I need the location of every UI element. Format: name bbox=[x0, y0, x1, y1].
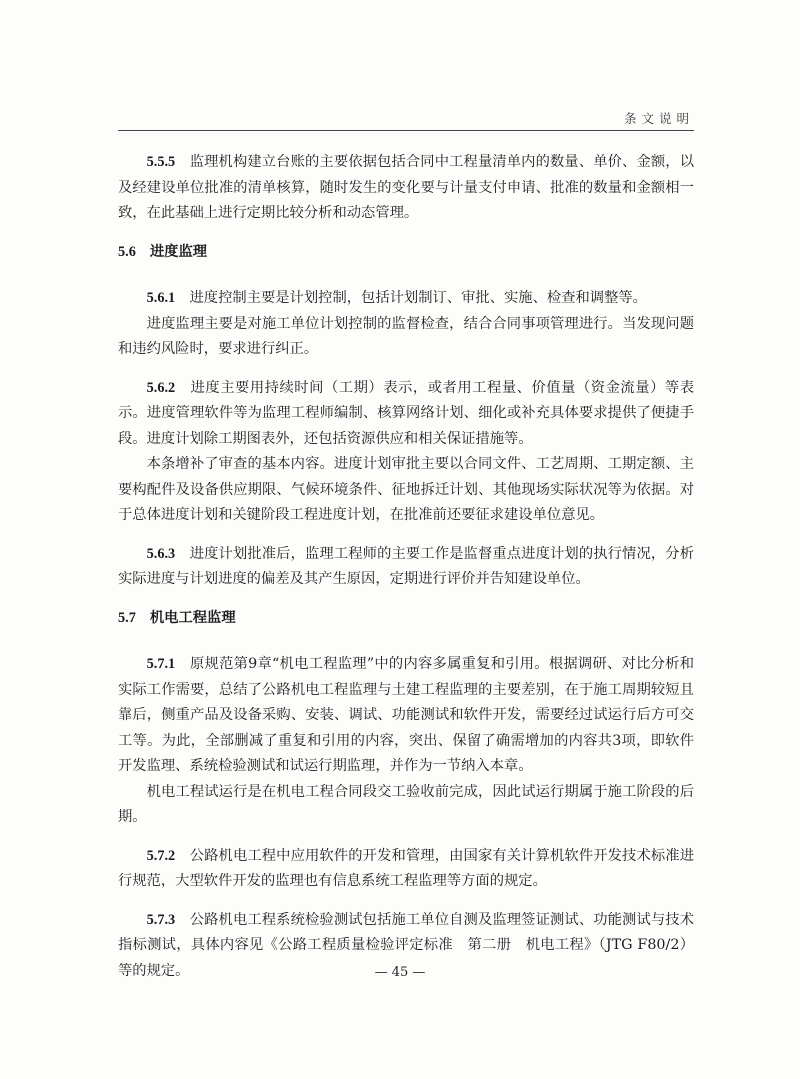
page-body bbox=[118, 150, 694, 997]
clause-number: 5.6.3 bbox=[146, 545, 176, 562]
section-title: 进度监理 bbox=[149, 243, 208, 260]
running-header bbox=[118, 103, 694, 131]
clause-number: 5.5.5 bbox=[146, 154, 176, 170]
clause-number: 5.7.3 bbox=[146, 911, 176, 928]
clause-paragraph bbox=[118, 652, 694, 780]
running-header-title: 条文说明 bbox=[623, 111, 694, 126]
clause-paragraph: 本条增补了审查的基本内容。进度计划审批主要以合同文件、工艺周期、工期定额、主要构配件及设备供应期限、气候环境条件、征地拆迁计划、其他现场实际状况等为依据。对于总体进度计划和关键阶段工程进度计划，在批准前还要征求建设单位意见。 bbox=[118, 456, 694, 523]
section-number: 5.6 bbox=[118, 243, 136, 260]
clause-5-7-1 bbox=[118, 652, 694, 831]
clause-paragraph bbox=[118, 542, 694, 593]
clause-paragraph: 机电工程试运行是在机电工程合同段交工验收前完成，因此试运行期属于施工阶段的后期。 bbox=[118, 783, 694, 825]
clause-text: 进度主要用持续时间（工期）表示，或者用工程量、价值量（资金流量）等表示。进度管理软件等为监理工程师编制、核算网络计划、细化或补充具体要求提供了便捷手段。进度计划除工期图表外，还包括资源供应和相关保证措施等。 bbox=[118, 379, 695, 447]
clause-number: 5.6.1 bbox=[146, 290, 176, 306]
clause-5-6-2 bbox=[118, 376, 694, 529]
clause-5-7-2 bbox=[118, 844, 694, 895]
clause-number: 5.7.2 bbox=[146, 847, 176, 864]
clause-5-5-5 bbox=[118, 150, 694, 227]
clause-text: 进度控制主要是计划控制，包括计划制订、审批、实施、检查和调整等。 bbox=[189, 290, 647, 306]
clause-text: 公路机电工程系统检验测试包括施工单位自测及监理签证测试、功能测试与技术指标测试，具体内容见《公路工程质量检验评定标准 第二册 机电工程》（JTG F80/2）等的规定。 bbox=[118, 911, 695, 979]
clause-paragraph bbox=[118, 376, 694, 453]
section-heading-5-7 bbox=[118, 606, 694, 632]
clause-paragraph bbox=[118, 286, 694, 312]
clause-paragraph bbox=[118, 844, 694, 895]
clause-number: 5.6.2 bbox=[146, 379, 176, 396]
clause-text: 公路机电工程中应用软件的开发和管理，由国家有关计算机软件开发技术标准进行规范，大型软件开发的监理也有信息系统工程监理等方面的规定。 bbox=[118, 847, 695, 889]
clause-text: 监理机构建立台账的主要依据包括合同中工程量清单内的数量、单价、金额，以及经建设单位批准的清单核算，随时发生的变化要与计量支付申请、批准的数量和金额相一致，在此基础上进行定期比较分析和动态管理。 bbox=[118, 154, 695, 221]
section-number: 5.7 bbox=[118, 609, 136, 626]
clause-5-6-1 bbox=[118, 286, 694, 363]
section-heading-5-6 bbox=[118, 240, 694, 266]
clause-text: 原规范第9章“机电工程监理”中的内容多属重复和引用。根据调研、对比分析和实际工作需要，总结了公路机电工程监理与土建工程监理的主要差别，在于施工周期较短且靠后，侧重产品及设备采购、安装、调试、功能测试和软件开发，需要经过试运行后方可交工等。为此，全部删减了重复和引用的内容，突出、保留了确需增加的内容共3项，即软件开发监理、系统检验测试和试运行期监理，并作为一节纳入本章。 bbox=[118, 656, 695, 774]
section-title: 机电工程监理 bbox=[149, 609, 236, 626]
clause-5-6-3 bbox=[118, 542, 694, 593]
clause-paragraph: 进度监理主要是对施工单位计划控制的监督检查，结合合同事项管理进行。当发现问题和违约风险时，要求进行纠正。 bbox=[118, 315, 694, 357]
clause-text: 进度计划批准后，监理工程师的主要工作是监督重点进度计划的执行情况，分析实际进度与计划进度的偏差及其产生原因，定期进行评价并告知建设单位。 bbox=[118, 545, 695, 587]
clause-number: 5.7.1 bbox=[146, 656, 176, 672]
clause-paragraph bbox=[118, 150, 694, 227]
page-number: — 45 — bbox=[374, 965, 426, 980]
